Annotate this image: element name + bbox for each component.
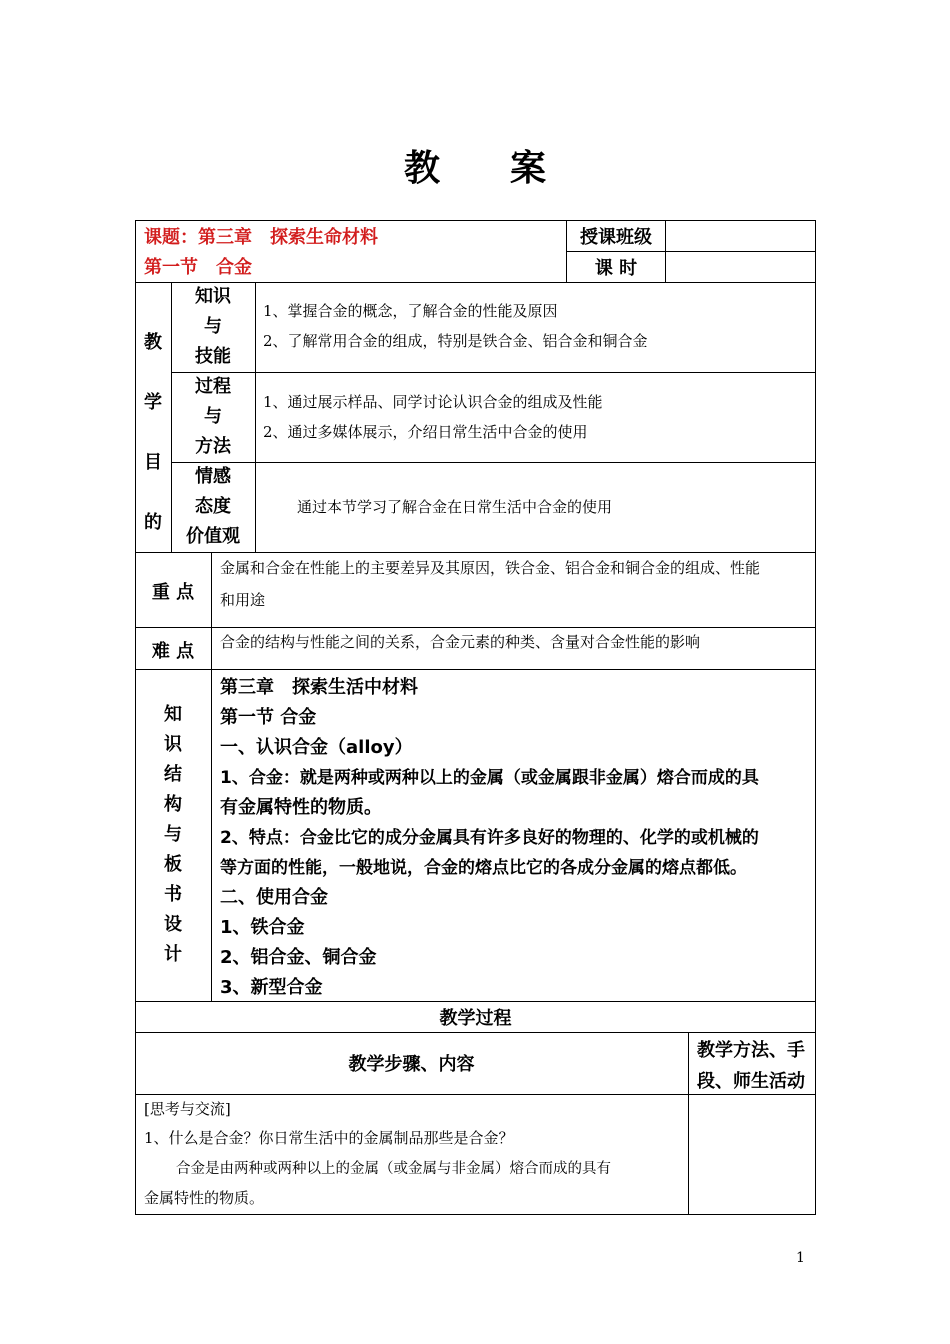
- difficulties-label: 难 点: [151, 641, 195, 662]
- objective-attitude-label: 情感 态度 价值观: [186, 466, 240, 547]
- board-line: 2、铝合金、铜合金: [220, 947, 377, 968]
- board-design-label: 知 识 结 构 与 板 书 设 计: [164, 704, 182, 965]
- divider: [135, 1094, 816, 1095]
- discussion-answer: 合金是由两种或两种以上的金属（或金属与非金属）熔合而成的具有: [176, 1161, 611, 1177]
- objective-knowledge-line: 1、掌握合金的概念，了解合金的性能及原因: [263, 302, 558, 320]
- board-line: 2、特点：合金比它的成分金属具有许多良好的物理的、化学的或机械的: [220, 828, 759, 848]
- divider: [688, 1032, 689, 1215]
- objective-knowledge-line: 2、了解常用合金的组成，特别是铁合金、铝合金和铜合金: [263, 332, 648, 350]
- title-char-1: 教: [403, 148, 440, 189]
- difficulties-text: 合金的结构与性能之间的关系，合金元素的种类、含量对合金性能的影响: [220, 633, 701, 651]
- period-label: 课 时: [594, 258, 638, 279]
- page-number: 1: [796, 1250, 805, 1266]
- key-points-text: 金属和合金在性能上的主要差异及其原因，铁合金、铝合金和铜合金的组成、性能: [220, 559, 761, 577]
- divider: [135, 552, 816, 553]
- objective-process-line: 2、通过多媒体展示，介绍日常生活中合金的使用: [263, 423, 588, 441]
- document-title: [0, 140, 950, 191]
- topic-title: 课题：第三章 探索生命材料: [144, 227, 378, 248]
- methods-header: 段、师生活动: [697, 1071, 805, 1092]
- objective-process-label: 过程 与 方法: [195, 376, 231, 457]
- objective-knowledge-label: 知识 与 技能: [195, 286, 231, 367]
- steps-header: 教学步骤、内容: [348, 1054, 475, 1075]
- board-line: 3、新型合金: [220, 977, 323, 998]
- process-heading: 教学过程: [439, 1008, 512, 1029]
- divider: [171, 462, 816, 463]
- divider: [135, 669, 816, 670]
- methods-header: 教学方法、手: [697, 1040, 805, 1061]
- objective-process-line: 1、通过展示样品、同学讨论认识合金的组成及性能: [263, 393, 603, 411]
- board-line: 有金属特性的物质。: [220, 797, 382, 818]
- divider: [566, 251, 816, 252]
- objectives-label: 教 学 目 的: [144, 332, 162, 533]
- title-char-2: 案: [510, 148, 547, 189]
- divider: [211, 552, 212, 670]
- section-title: 第一节 合金: [144, 257, 252, 278]
- board-line: 第一节 合金: [220, 707, 317, 728]
- objective-attitude-line: 通过本节学习了解合金在日常生活中合金的使用: [297, 498, 613, 516]
- board-line: 二、使用合金: [220, 887, 328, 908]
- key-points-text: 和用途: [220, 591, 266, 609]
- board-line: 1、铁合金: [220, 917, 305, 938]
- board-line: 等方面的性能，一般地说，合金的熔点比它的各成分金属的熔点都低。: [220, 858, 747, 878]
- divider: [211, 669, 212, 1002]
- divider: [255, 282, 256, 552]
- divider: [135, 627, 816, 628]
- discussion-answer: 金属特性的物质。: [144, 1189, 265, 1207]
- discussion-tag: [思考与交流]: [144, 1100, 231, 1118]
- divider: [135, 1032, 816, 1033]
- process-table: [135, 1001, 816, 1215]
- board-line: 一、认识合金（alloy）: [220, 737, 413, 758]
- key-points-label: 重 点: [151, 582, 195, 603]
- class-label: 授课班级: [580, 227, 652, 248]
- board-line: 1、合金：就是两种或两种以上的金属（或金属跟非金属）熔合而成的具: [220, 768, 759, 788]
- divider: [171, 372, 816, 373]
- board-line: 第三章 探索生活中材料: [220, 677, 418, 698]
- discussion-question: 1、什么是合金？你日常生活中的金属制品那些是合金？: [144, 1129, 514, 1147]
